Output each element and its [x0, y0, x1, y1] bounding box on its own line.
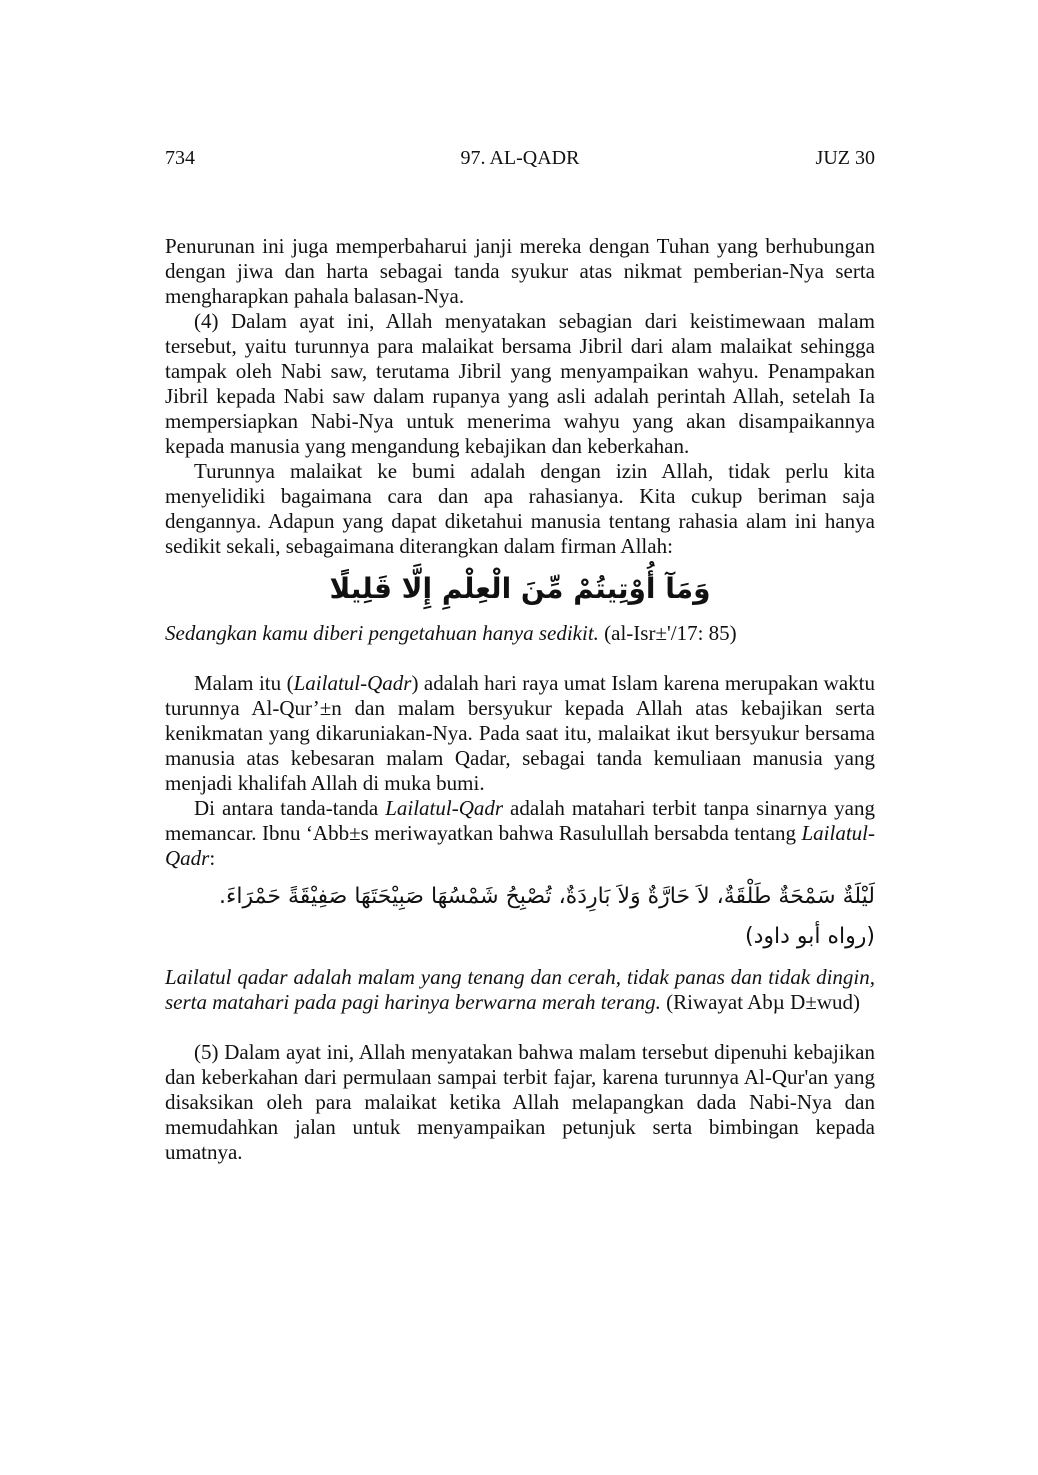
paragraph-1: Penurunan ini juga memperbaharui janji mereka dengan Tuhan yang berhubungan dengan jiwa dan harta sebagai tanda syukur atas nikmat pemberian-Nya serta mengharapkan pahala balasan-Nya.: [165, 234, 875, 308]
paragraph-4-text-cont: ) adalah hari raya umat Islam karena merupakan waktu turunnya Al-Qur’±n dan malam bersyukur kepada Allah atas kebajikan serta kenikmatan yang dikaruniakan-Nya. Pada saat itu, malaikat ikut bersyukur bersama manusia atas kebesaran malam Qadar, sebagai tanda kemuliaan manusia yang menjadi khalifah Allah di muka bumi.: [165, 671, 875, 795]
verse-translation: Sedangkan kamu diberi pengetahuan hanya sedikit.: [165, 621, 599, 645]
paragraph-5-text-cont: adalah matahari terbit tanpa sinarnya yang memancar. Ibnu ‘Abb±s meriwayatkan bahwa Rasulullah bersabda tentang: [165, 796, 875, 845]
paragraph-3: Turunnya malaikat ke bumi adalah dengan izin Allah, tidak perlu kita menyelidiki bagaimana cara dan apa rahasianya. Kita cukup beriman saja dengannya. Adapun yang dapat diketahui manusia tentang rahasia alam ini hanya sedikit sekali, sebagaimana diterangkan dalam firman Allah:: [165, 459, 875, 558]
spacer: [165, 646, 875, 671]
paragraph-6: (5) Dalam ayat ini, Allah menyatakan bahwa malam tersebut dipenuhi kebajikan dan keberkahan dari permulaan sampai terbit fajar, karena turunnya Al-Qur'an yang disaksikan oleh para malaikat ketika Allah melapangkan dada Nabi-Nya dan memudahkan jalan untuk menyampaikan petunjuk serta bimbingan kepada umatnya.: [165, 1040, 875, 1164]
spacer: [165, 1015, 875, 1040]
hadith-translation-line: [165, 965, 875, 1015]
paragraph-4-text: Malam itu (: [194, 671, 294, 695]
page-body: [165, 234, 875, 1165]
hadith-arabic: لَيْلَةٌ سَمْحَةٌ طَلْقَةٌ، لاَ حَارَّةٌ وَلاَ بَارِدَةٌ، تُصْبِحُ شَمْسُهَا صَبِيْحَتَهَا صَفِيْقَةً حَمْرَاءَ. (رواه أبو داود): [219, 884, 875, 949]
paragraph-5-text: Di antara tanda-tanda: [194, 796, 386, 820]
paragraph-4: [165, 671, 875, 796]
quran-verse-arabic: وَمَآ أُوْتِيتُمْ مِّنَ الْعِلْمِ إِلَّا قَلِيلًا: [329, 572, 711, 605]
term-lailatul-qadr: Lailatul-Qadr: [293, 671, 412, 695]
juz-label: JUZ 30: [815, 147, 875, 169]
paragraph-5: [165, 796, 875, 871]
page-number: 734: [165, 147, 195, 169]
surah-title: 97. AL-QADR: [460, 147, 580, 169]
term-lailatul-qadr: Lailatul-Qadr: [165, 821, 875, 870]
paragraph-2: (4) Dalam ayat ini, Allah menyatakan sebagian dari keistimewaan malam tersebut, yaitu turunnya para malaikat bersama Jibril dari alam malaikat sehingga tampak oleh Nabi saw, terutama Jibril yang menyampaikan wahyu. Penampakan Jibril kepada Nabi saw dalam rupanya yang asli adalah perintah Allah, setelah Ia mempersiapkan Nabi-Nya untuk menerima wahyu yang akan disampaikannya kepada manusia yang mengandung kebajikan dan keberkahan.: [165, 309, 875, 458]
paragraph-5-colon: :: [209, 846, 216, 870]
hadith-reference: (Riwayat Abµ D±wud): [666, 990, 861, 1014]
hadith-translation: Lailatul qadar adalah malam yang tenang dan cerah, tidak panas dan tidak dingin, serta matahari pada pagi harinya berwarna merah terang.: [165, 965, 875, 1014]
term-lailatul-qadr: Lailatul-Qadr: [385, 796, 504, 820]
verse-reference: (al-Isr±'/17: 85): [604, 621, 737, 645]
verse-translation-line: [165, 621, 875, 646]
